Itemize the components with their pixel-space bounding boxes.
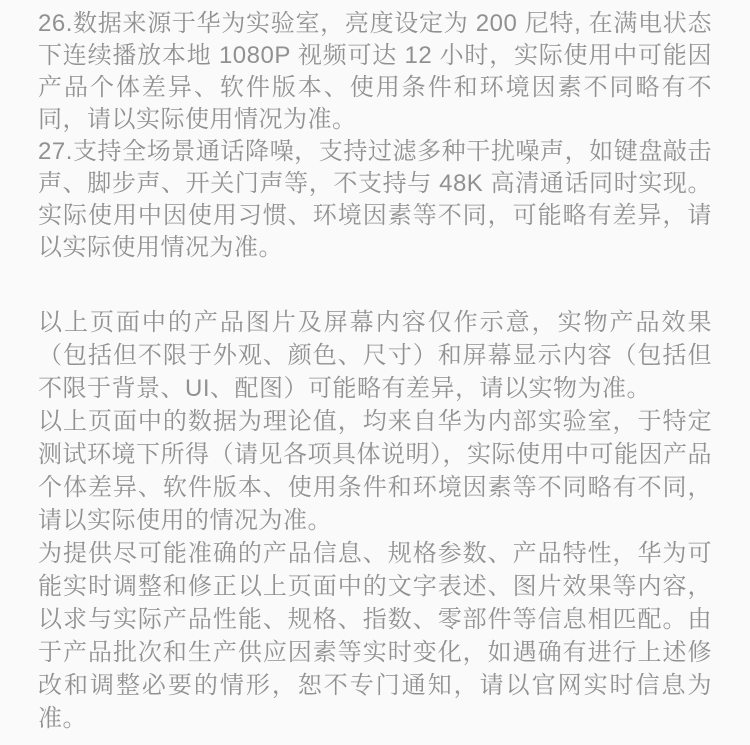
disclaimer-lab-data: 以上页面中的数据为理论值，均来自华为内部实验室，于特定测试环境下所得（请见各项具体说明），实际使用中可能因产品个体差异、软件版本、使用条件和环境因素等不同略有不同，请以实际使用的情况为准。 <box>38 408 712 534</box>
footnote-27-call-noise-reduction: 27.支持全场景通话降噪，支持过滤多种干扰噪声，如键盘敲击声、脚步声、开关门声等，不支持与 48K 高清通话同时实现。实际使用中因使用习惯、环境因素等不同，可能略有差异，请以实际使用情况为准。 <box>38 138 712 261</box>
footnote-26-battery-video-playback: 26.数据来源于华为实验室，亮度设定为 200 尼特, 在满电状态下连续播放本地 1080P 视频可达 12 小时，实际使用中可能因产品个体差异、软件版本、使用条件和环境因素不同略有不同，请以实际使用情况为准。 <box>38 10 712 133</box>
disclaimer-product-images: 以上页面中的产品图片及屏幕内容仅作示意，实物产品效果（包括但不限于外观、颜色、尺寸）和屏幕显示内容（包括但不限于背景、UI、配图）可能略有差异，请以实物为准。 <box>38 309 712 402</box>
footnotes-section <box>38 8 712 264</box>
disclaimer-spec-updates: 为提供尽可能准确的产品信息、规格参数、产品特性，华为可能实时调整和修正以上页面中的文字表述、图片效果等内容，以求与实际产品性能、规格、指数、零部件等信息相匹配。由于产品批次和生产供应因素等实时变化，如遇确有进行上述修改和调整必要的情形，恕不专门通知，请以官网实时信息为准。 <box>38 540 712 732</box>
disclaimers-section <box>38 306 712 735</box>
